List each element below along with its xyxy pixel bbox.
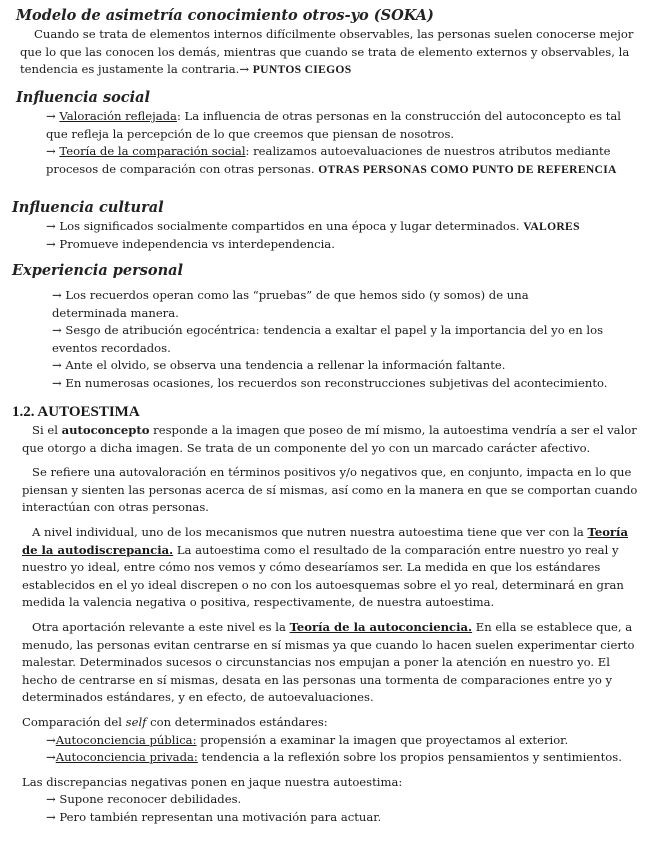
- list-item: [46, 143, 640, 178]
- valores-label: VALORES: [523, 220, 580, 233]
- heading-influencia-cultural: Influencia cultural: [12, 199, 164, 216]
- paragraph-soka: [16, 26, 640, 79]
- paragraph-comparacion-self: [22, 714, 640, 732]
- discrepancias-list: [22, 791, 640, 826]
- term-comparacion-social: Teoría de la comparación social: [59, 144, 246, 159]
- section-autoestima: [12, 402, 640, 826]
- section-experiencia-personal: [12, 261, 640, 393]
- influencia-social-list: [16, 108, 640, 178]
- list-item-text: : realizamos autoevaluaciones de nuestros atributos mediante procesos de comparación con otras personas.: [46, 144, 611, 176]
- paragraph-autoestima-1: [22, 422, 640, 457]
- list-item: → Pero también representan una motivación para actuar.: [46, 809, 382, 824]
- autoconciencia-list: [22, 732, 640, 767]
- heading-soka: Modelo de asimetría conocimiento otros-yo (SOKA): [16, 7, 434, 24]
- section-influencia-social: [16, 88, 640, 178]
- arrow-icon: →: [46, 750, 56, 765]
- paragraph-text: A nivel individual, uno de los mecanismos que nutren nuestra autoestima tiene que ver con la: [32, 524, 584, 539]
- soka-text: Cuando se trata de elementos internos difícilmente observables, las personas suelen conocerse mejor que lo que las conocen los demás, mientras que cuando se trata de elemento externos y observables, la tendencia es justamente la contraria.: [20, 27, 634, 77]
- term-autoconciencia-privada: Autoconciencia privada:: [55, 750, 198, 765]
- term-autoconciencia: Teoría de la autoconciencia.: [289, 619, 473, 634]
- paragraph-text: Comparación del: [22, 714, 122, 729]
- list-item: [46, 749, 640, 767]
- term-autoconcepto: autoconcepto: [61, 423, 150, 437]
- paragraph-autoestima-3: [22, 524, 640, 612]
- list-item-text: → Los significados socialmente compartidos en una época y lugar determinados.: [46, 219, 520, 233]
- experiencia-personal-list: [12, 287, 640, 393]
- section-soka: [16, 6, 640, 79]
- list-item: → Sesgo de atribución egocéntrica: tendencia a exaltar el papel y la importancia del yo en los eventos recordados.: [52, 323, 604, 355]
- heading-experiencia-personal: Experiencia personal: [12, 262, 184, 279]
- list-item-text: propensión a examinar la imagen que proyectamos al exterior.: [200, 732, 569, 747]
- paragraph-text: La autoestima como el resultado de la comparación entre nuestro yo real y nuestro yo ideal, entre cómo nos vemos y cómo desearíamos ser. La medida en que los estándares establecidos en el yo ideal discrepen o no con los autoesquemas sobre el yo real, determinará en gran medida la valencia negativa o positiva, respectivamente, de nuestra autoestima.: [22, 542, 624, 610]
- list-item-text: : La influencia de otras personas en la construcción del autoconcepto es tal que refleja la percepción de lo que creemos que piensan de nosotros.: [46, 109, 622, 141]
- list-item: → Supone reconocer debilidades.: [46, 792, 242, 807]
- list-item: → En numerosas ocasiones, los recuerdos son reconstrucciones subjetivas del acontecimiento.: [52, 375, 608, 390]
- list-item-text: tendencia a la reflexión sobre los propios pensamientos y sentimientos.: [201, 750, 622, 765]
- paragraph-text: En ella se establece que, a menudo, las personas evitan centrarse en sí mismas ya que cuando lo hacen suelen experimentar cierto malestar. Determinados sucesos o circunstancias nos empujan a poner la atención en nuestro yo. El hecho de centrarse en sí mismas, desata en las personas una tormenta de comparaciones entre yo y determinados estándares, y en efecto, de autoevaluaciones.: [22, 619, 635, 705]
- heading-influencia-social: Influencia social: [16, 89, 151, 106]
- list-item: [46, 732, 640, 750]
- term-self: self: [125, 714, 147, 729]
- heading-autoestima: 1.2. AUTOESTIMA: [12, 404, 140, 420]
- list-item: → Ante el olvido, se observa una tendencia a rellenar la información faltante.: [52, 358, 506, 373]
- term-valoracion-reflejada: Valoración reflejada: [59, 109, 177, 123]
- otras-personas-label: OTRAS PERSONAS COMO PUNTO DE REFERENCIA: [318, 162, 617, 176]
- arrow-icon: →: [46, 732, 56, 747]
- section-influencia-cultural: [12, 198, 640, 253]
- list-item: [46, 218, 640, 236]
- paragraph-discrepancias: Las discrepancias negativas ponen en jaque nuestra autoestima:: [22, 774, 403, 789]
- paragraph-text: responde a la imagen que poseo de mí mismo, la autoestima vendría a ser el valor que otorgo a dicha imagen. Se trata de un componente del yo con un marcado carácter afectivo.: [22, 423, 637, 455]
- term-autodiscrepancia: Teoría de la autodiscrepancia.: [22, 524, 628, 557]
- puntos-ciegos-label: PUNTOS CIEGOS: [252, 63, 352, 77]
- influencia-cultural-list: [12, 218, 640, 253]
- arrow-icon: →: [46, 109, 56, 123]
- paragraph-autoestima-4: [22, 619, 640, 707]
- list-item: → Los recuerdos operan como las “pruebas” de que hemos sido (y somos) de una determinada manera.: [52, 288, 529, 320]
- arrow-icon: →: [239, 62, 250, 77]
- paragraph-autoestima-2: Se refiere una autovaloración en términos positivos y/o negativos que, en conjunto, impacta en lo que piensan y sienten las personas acerca de sí mismas, así como en la manera en que se comportan cuando interactúan con otras personas.: [22, 465, 638, 515]
- arrow-icon: →: [46, 144, 56, 159]
- list-item: [46, 108, 640, 143]
- paragraph-text: Otra aportación relevante a este nivel es la: [32, 619, 286, 634]
- paragraph-text: con determinados estándares:: [150, 714, 328, 729]
- paragraph-text: Si el: [32, 423, 58, 437]
- term-autoconciencia-publica: Autoconciencia pública:: [55, 732, 197, 747]
- list-item: → Promueve independencia vs interdependencia.: [46, 236, 335, 251]
